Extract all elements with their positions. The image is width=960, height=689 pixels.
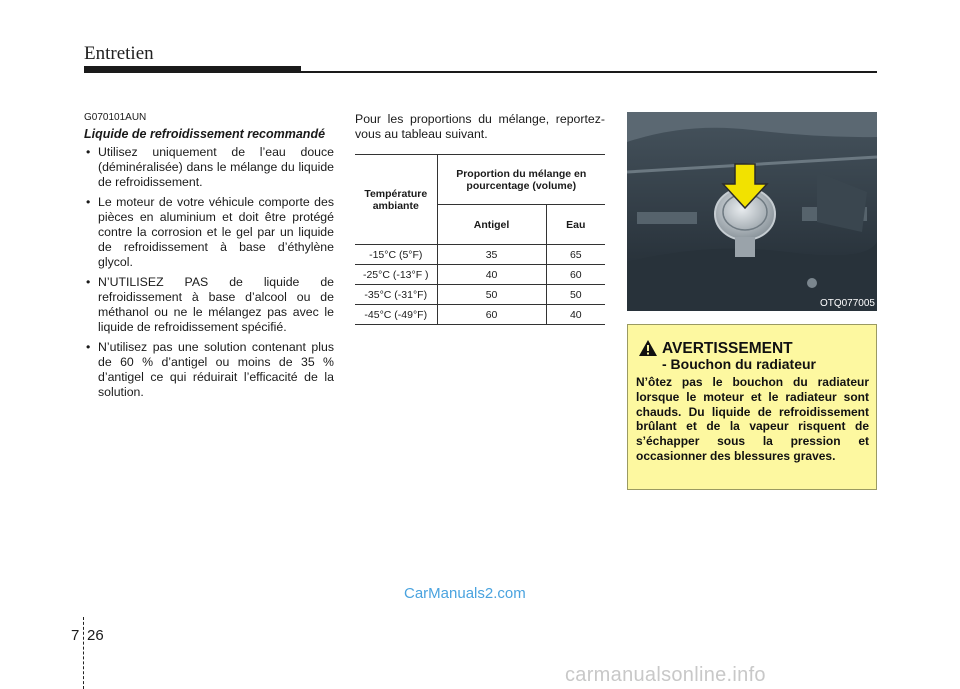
table-row (355, 245, 605, 265)
bottom-watermark: carmanualsonline.info (565, 664, 766, 686)
header-temperature: Température ambiante (355, 155, 437, 245)
cell-temp: -45°C (-49°F) (355, 305, 437, 325)
cell-temp: -25°C (-13°F ) (355, 265, 437, 285)
table-intro: Pour les proportions du mélange, reportez-vous au tableau suivant. (355, 112, 605, 141)
warning-box (627, 324, 877, 490)
left-column (84, 112, 334, 405)
bullet-item: • Le moteur de votre véhicule comporte des pièces en aluminium et doit être protégé contre la corrosion et le gel par un liquide de refroidissement à base d’éthylène glycol. (84, 195, 334, 270)
cell-eau: 65 (546, 245, 605, 265)
warning-title: AVERTISSEMENT (662, 340, 793, 357)
table-row (355, 285, 605, 305)
bullet-item: • Utilisez uniquement de l’eau douce (déminéralisée) dans le mélange du liquide de refroidissement. (84, 145, 334, 190)
table-row (355, 305, 605, 325)
photo-caption (627, 298, 877, 311)
bullet-item: • N’UTILISEZ PAS de liquide de refroidissement à base d’alcool ou de méthanol ou ne le mélangez pas avec le liquide de refroidissement spécifié. (84, 275, 334, 335)
cell-temp: -35°C (-31°F) (355, 285, 437, 305)
radiator-photo (627, 112, 877, 311)
mixture-table (355, 154, 605, 325)
warning-subtitle: - Bouchon du radiateur (662, 356, 816, 372)
header-proportion: Proportion du mélange en pourcentage (volume) (437, 155, 605, 205)
warning-triangle-icon (638, 339, 658, 357)
bullet-list (84, 145, 334, 400)
page-number: 26 (87, 627, 104, 644)
cell-temp: -15°C (5°F) (355, 245, 437, 265)
cell-antigel: 60 (437, 305, 546, 325)
footer-divider (83, 617, 84, 689)
watermark-link[interactable]: CarManuals2.com (404, 585, 526, 602)
chapter-number: 7 (71, 627, 80, 644)
table-row (355, 265, 605, 285)
cell-antigel: 35 (437, 245, 546, 265)
header-title: Entretien (84, 43, 154, 64)
photo-code: OTQ077005 (819, 298, 875, 309)
section-code: G070101AUN (84, 112, 147, 123)
section-title: Liquide de refroidissement recommandé (84, 127, 326, 141)
middle-column (355, 112, 605, 142)
bullet-item: • N’utilisez pas une solution contenant plus de 60 % d’antigel ou moins de 35 % d’antigel ce qui réduirait l’efficacité de la solution. (84, 340, 334, 400)
radiator-cap-illustration (627, 112, 877, 311)
header-rule (84, 71, 877, 73)
cell-eau: 60 (546, 265, 605, 285)
warning-body: N’ôtez pas le bouchon du radiateur lorsque le moteur et le radiateur sont chauds. Du liquide de refroidissement brûlant et de la vapeur risquent de s’échapper sous la pression et occasionner des blessures graves. (636, 375, 869, 463)
cell-eau: 50 (546, 285, 605, 305)
cell-antigel: 50 (437, 285, 546, 305)
header-antigel: Antigel (437, 205, 546, 245)
cell-eau: 40 (546, 305, 605, 325)
header-eau: Eau (546, 205, 605, 245)
cell-antigel: 40 (437, 265, 546, 285)
